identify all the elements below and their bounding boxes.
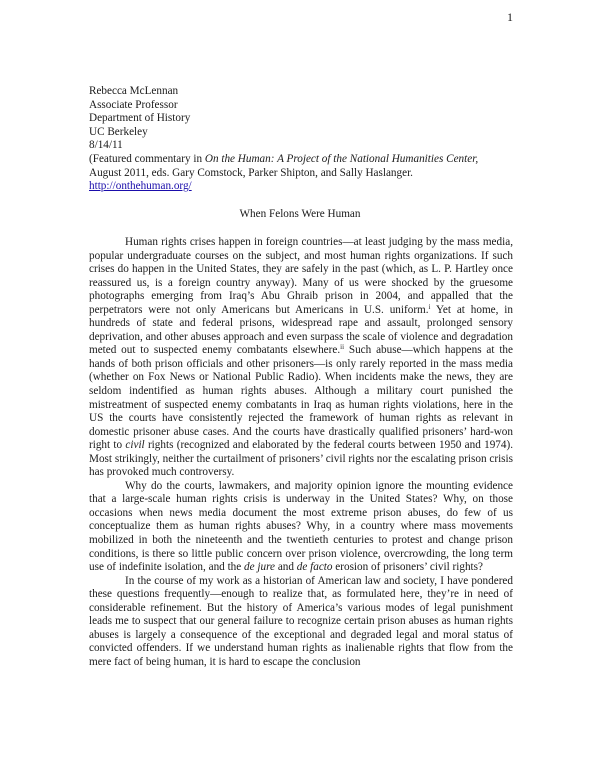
citation-line [89, 153, 529, 167]
author-department: Department of History [89, 112, 191, 125]
paragraph-3: In the course of my work as a historian of American law and society, I have pondered these questions frequently—enough to realize that, as formulated here, they’re in need of considerable refinement. But the history of America’s various modes of legal punishment leads me to suspect that our general failure to recognize certain prison abuses as human rights abuses is largely a consequence of the exceptional and degraded legal and moral status of convicted offenders. If we understand human rights as inalienable rights that flow from the mere fact of being human, it is hard to escape the conclusion [89, 574, 513, 668]
page-number: 1 [507, 10, 513, 24]
footnote-ref-1[interactable]: i [428, 302, 431, 311]
citation-details: August 2011, eds. Gary Comstock, Parker Shipton, and Sally Haslanger. [89, 166, 413, 179]
citation-publication: On the Human: A Project of the National Humanities Center, [204, 152, 479, 165]
citation-prefix: (Featured commentary in [89, 152, 205, 165]
author-header [89, 85, 529, 194]
document-body [89, 236, 513, 670]
author-institution: UC Berkeley [89, 125, 148, 138]
paragraph-2: Why do the courts, lawmakers, and majority opinion ignore the mounting evidence that a large-scale human rights crisis is underway in the United States? Why, on those occasions when news media document the most extreme prison abuses, do few of us conceptualize them as human rights abuses? Why, in a country where mass movements mobilized in both the nineteenth and the twentieth centuries to protest and change prison conditions, is there so little public concern over prison violence, overcrowding, the long term use of indefinite isolation, and the de jure and de facto erosion of prisoners’ civil rights? [89, 479, 513, 574]
author-name: Rebecca McLennan [89, 85, 179, 97]
paragraph-1: Human rights crises happen in foreign countries—at least judging by the mass media, popular undergraduate courses on the subject, and most human rights organizations. If such crises do happen in the United States, they are safely in the past (which, as L. P. Hartley once reassured us, is a foreign country anyway). Many of us were shocked by the gruesome photographs emerging from Iraq’s Abu Ghraib prison in 2004, and appalled that the perpetrators were not only Americans but Americans in U.S. uniform.$^i$ Yet at home, in hundreds of state and federal prisons, widespread rape and assault, prolonged sensory deprivation, and other abuses approach and even surpass the scale of violence and degradation meted out to suspected enemy combatants elsewhere.$^{ii}$ Such abuse—which happens at the hands of both prison officials and other prisoners—is only rarely reported in the mass media (whether on Fox News or National Public Radio). When incidents make the news, they are seldom indentified as human rights abuses. Although a military court punished the mistreatment of suspected enemy combatants in Iraq as human rights violations, here in the US the courts have consistently rejected the framework of human rights as relevant in domestic prisoner abuse cases. And the courts have drastically qualified prisoners’ hard-won right to civil rights (recognized and elaborated by the federal courts between 1950 and 1974). Most strikingly, neither the curtailment of prisoners’ civil rights nor the escalating prison crisis has provoked much controversy. [89, 236, 514, 479]
document-title: When Felons Were Human [239, 208, 361, 220]
footnote-ref-2[interactable]: ii [340, 343, 345, 352]
document-date: 8/14/11 [89, 139, 123, 152]
citation-link-line [89, 180, 529, 194]
author-title: Associate Professor [89, 98, 178, 111]
citation-link[interactable]: http://onthehuman.org/ [89, 180, 192, 193]
